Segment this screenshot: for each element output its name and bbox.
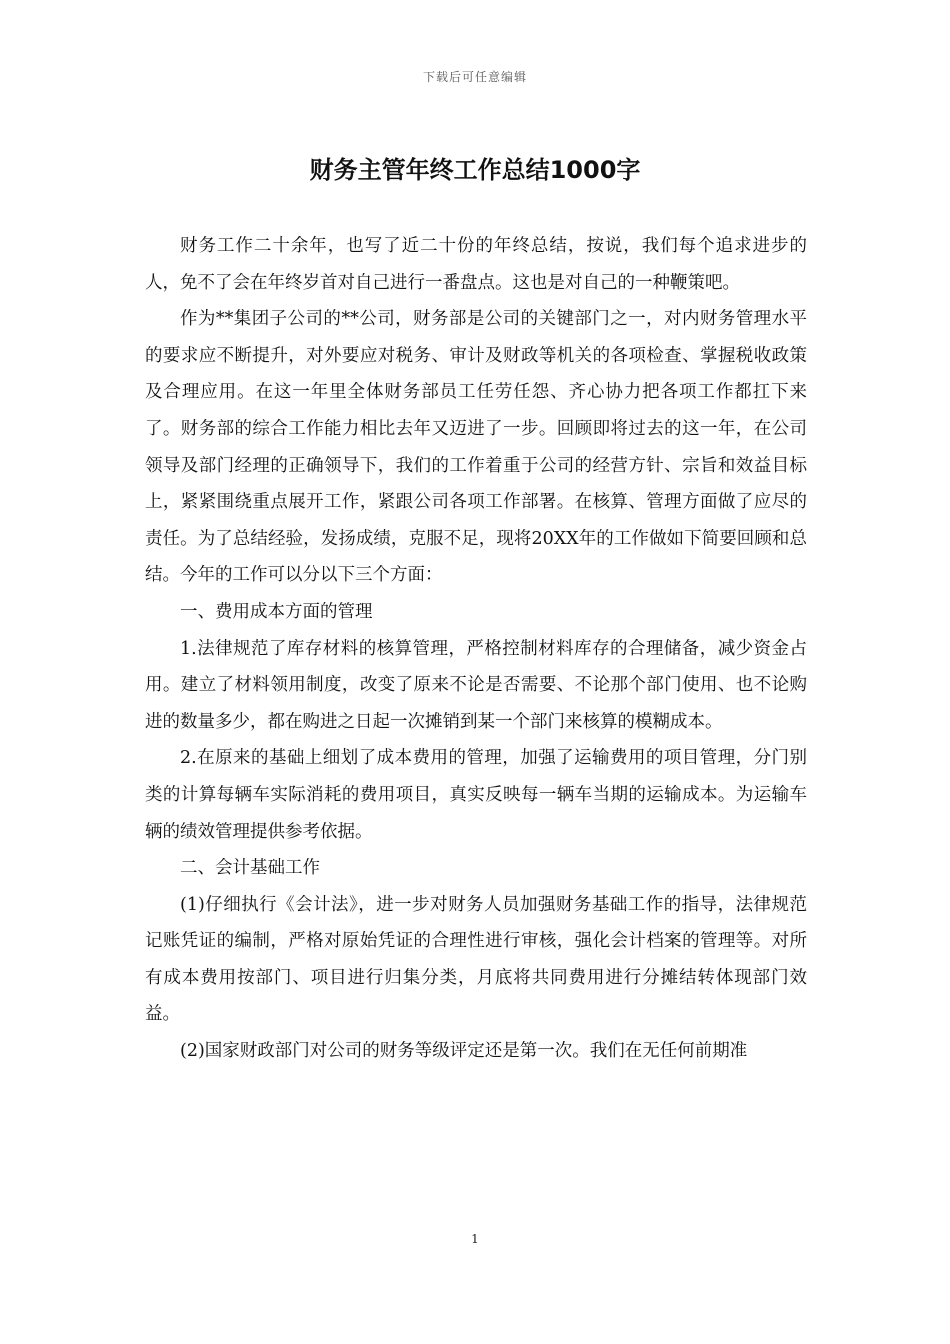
document-title: 财务主管年终工作总结1000字 bbox=[309, 156, 641, 184]
paragraph-point-1: (1)仔细执行《会计法》，进一步对财务人员加强财务基础工作的指导，法律规范记账凭证的编制，严格对原始凭证的合理性进行审核，强化会计档案的管理等。对所有成本费用按部门、项目进行归集分类，月底将共同费用进行分摊结转体现部门效益。 bbox=[145, 894, 807, 1025]
paragraph-item-2: 2.在原来的基础上细划了成本费用的管理，加强了运输费用的项目管理，分门别类的计算每辆车实际消耗的费用项目，真实反映每一辆车当期的运输成本。为运输车辆的绩效管理提供参考依据。 bbox=[145, 748, 807, 842]
page-number: 1 bbox=[471, 1232, 479, 1246]
paragraph-point-2: (2)国家财政部门对公司的财务等级评定还是第一次。我们在无任何前期准 bbox=[180, 1041, 748, 1062]
document-body bbox=[145, 228, 807, 1070]
section-heading-cost-management: 一、费用成本方面的管理 bbox=[180, 601, 373, 622]
paragraph-overview: 作为**集团子公司的**公司，财务部是公司的关键部门之一，对内财务管理水平的要求应不断提升，对外要应对税务、审计及财政等机关的各项检查、掌握税收政策及合理应用。在这一年里全体财务部员工任劳任怨、齐心协力把各项工作都扛下来了。财务部的综合工作能力相比去年又迈进了一步。回顾即将过去的这一年，在公司领导及部门经理的正确领导下，我们的工作着重于公司的经营方针、宗旨和效益目标上，紧紧围绕重点展开工作，紧跟公司各项工作部署。在核算、管理方面做了应尽的责任。为了总结经验，发扬成绩，克服不足，现将20XX年的工作做如下简要回顾和总结。今年的工作可以分以下三个方面： bbox=[145, 309, 807, 586]
page-header-note: 下载后可任意编辑 bbox=[422, 70, 527, 84]
paragraph-intro: 财务工作二十余年，也写了近二十份的年终总结，按说，我们每个追求进步的人，免不了会在年终岁首对自己进行一番盘点。这也是对自己的一种鞭策吧。 bbox=[145, 236, 807, 293]
section-heading-accounting-basics: 二、会计基础工作 bbox=[180, 858, 320, 879]
paragraph-item-1: 1.法律规范了库存材料的核算管理，严格控制材料库存的合理储备，减少资金占用。建立了材料领用制度，改变了原来不论是否需要、不论那个部门使用、也不论购进的数量多少，都在购进之日起一次摊销到某一个部门来核算的模糊成本。 bbox=[145, 638, 807, 732]
